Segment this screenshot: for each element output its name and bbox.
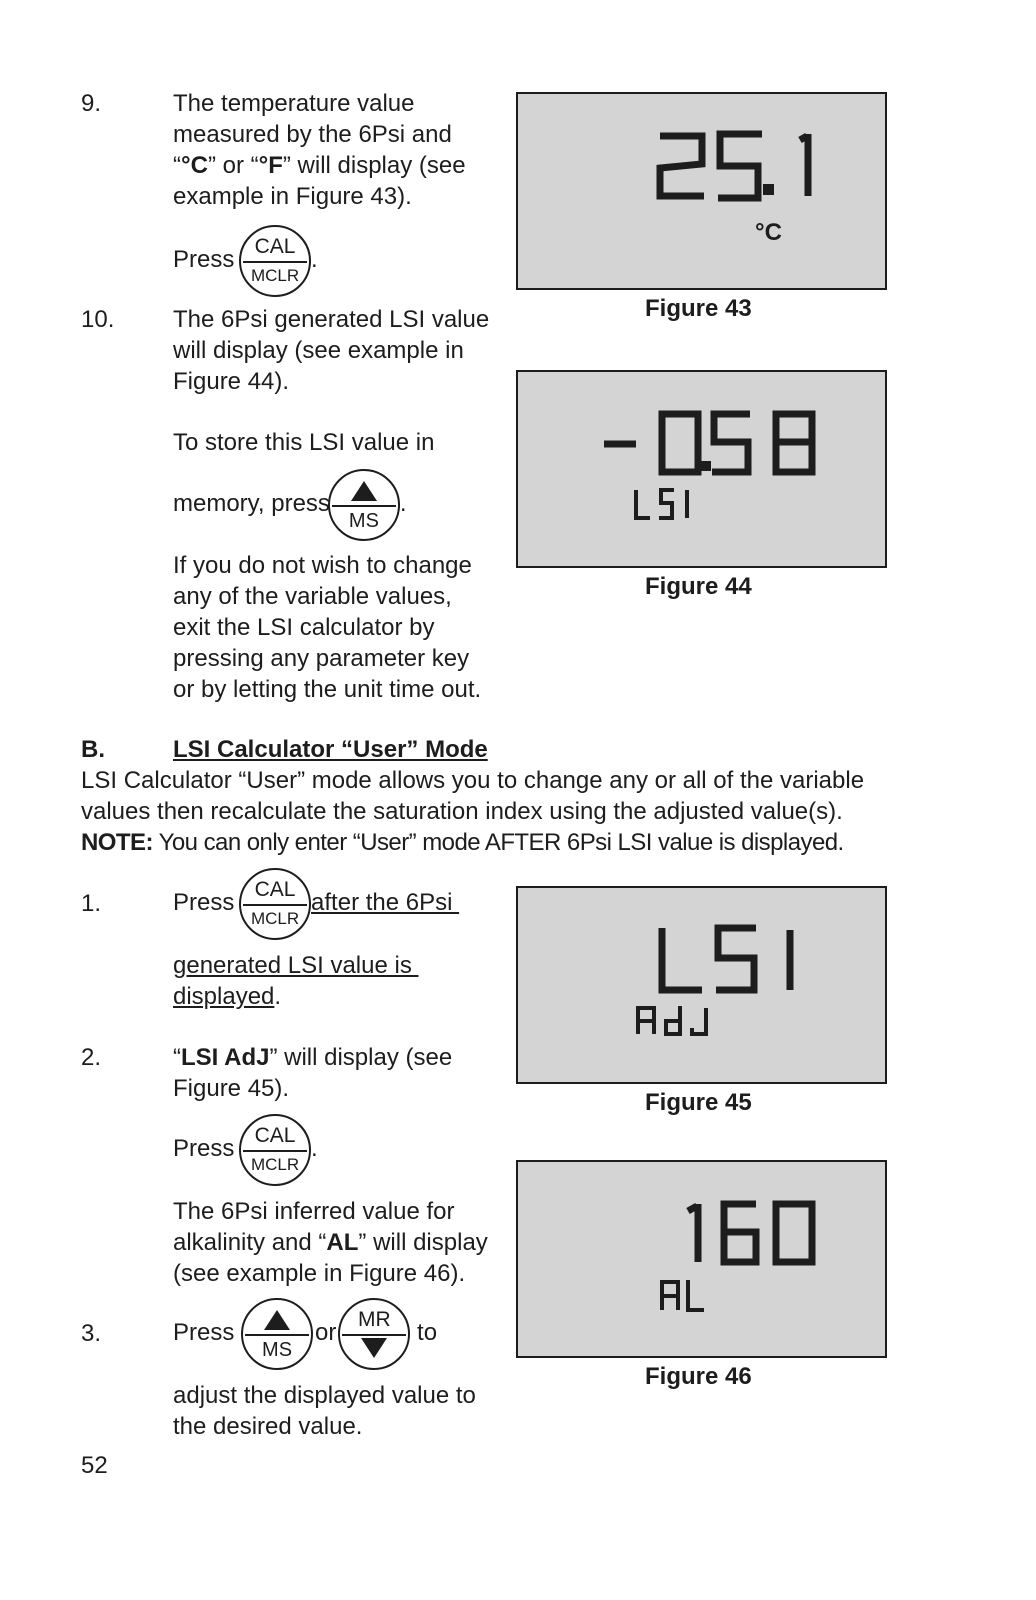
text-line <box>173 1042 452 1073</box>
lcd-letter-l <box>662 928 702 990</box>
press-label: Press <box>173 1135 235 1162</box>
press-instruction <box>173 1297 437 1370</box>
period: . <box>311 1135 318 1162</box>
fahrenheit-unit: °F <box>258 152 283 179</box>
lcd-digit-0 <box>776 1204 812 1262</box>
text-line: or by letting the unit time out. <box>173 676 482 703</box>
text-line: The 6Psi generated LSI value <box>173 306 490 333</box>
text-line <box>173 981 419 1012</box>
key-label-top: CAL <box>254 234 296 258</box>
text-line <box>173 950 419 981</box>
key-divider <box>342 1334 406 1336</box>
text-line: values then recalculate the saturation index using the adjusted value(s). <box>81 798 843 825</box>
text-line: pressing any parameter key <box>173 645 470 672</box>
lcd-sub-text-lsi <box>636 490 687 518</box>
step-number: 3. <box>81 1320 102 1347</box>
press-label: memory, press <box>173 490 330 517</box>
underlined-text: after the 6Psi <box>311 889 460 916</box>
note-line <box>81 827 864 858</box>
step-number: 1. <box>81 890 102 917</box>
key-label-bottom: MCLR <box>250 265 300 285</box>
period: . <box>399 490 407 517</box>
or-label: or <box>315 1319 337 1346</box>
key-label-top: CAL <box>254 877 296 901</box>
step-number: 9. <box>81 90 102 117</box>
celsius-unit: °C <box>181 152 208 179</box>
text-line <box>173 1227 488 1258</box>
ms-up-key-icon <box>241 1298 313 1370</box>
lcd-decimal-point <box>701 461 711 471</box>
page-number: 52 <box>81 1452 108 1479</box>
period: . <box>274 983 282 1010</box>
step-number: 2. <box>81 1044 102 1071</box>
press-instruction <box>173 224 318 297</box>
text-line: To store this LSI value in <box>173 429 435 456</box>
text-line: will display (see example in <box>173 337 464 364</box>
lcd-digit-2 <box>660 136 704 196</box>
text-line: the desired value. <box>173 1413 363 1440</box>
key-divider <box>243 1150 307 1152</box>
step-9-text <box>173 88 466 212</box>
note-label: NOTE: <box>81 829 153 856</box>
press-label: Press <box>173 1319 235 1346</box>
press-label: Press <box>173 889 235 916</box>
lcd-letter-s <box>716 928 756 990</box>
key-label-bottom: MCLR <box>250 908 300 928</box>
text-fragment: ” will display <box>358 1229 488 1256</box>
text-line: adjust the displayed value to <box>173 1382 476 1409</box>
figure-caption: Figure 45 <box>645 1089 752 1116</box>
display-code: AL <box>326 1229 359 1256</box>
cal-mclr-key-icon <box>239 225 311 297</box>
text-line: The temperature value <box>173 90 415 117</box>
key-divider <box>243 261 307 263</box>
text-line: example in Figure 43). <box>173 183 412 210</box>
mr-down-key-icon <box>338 1298 410 1370</box>
key-label-bottom: MCLR <box>250 1154 300 1174</box>
lcd-digit-1-tick <box>800 136 807 140</box>
text-line: LSI Calculator “User” mode allows you to change any or all of the variable <box>81 767 865 794</box>
note-text: You can only enter “User” mode AFTER 6Psi LSI value is displayed. <box>152 829 844 856</box>
lcd-sub-text-al <box>662 1280 704 1310</box>
text-line: Figure 45). <box>173 1075 290 1102</box>
step-10-text <box>173 304 489 397</box>
underlined-text: displayed <box>173 983 275 1010</box>
lcd-digits <box>518 94 884 287</box>
text-line <box>173 150 466 181</box>
period: . <box>311 246 318 273</box>
key-label-bottom: MS <box>262 1338 293 1361</box>
key-divider <box>332 505 396 507</box>
up-arrow-icon <box>264 1310 290 1330</box>
section-letter: B. <box>81 736 105 763</box>
text-line: (see example in Figure 46). <box>173 1260 466 1287</box>
text-line: Figure 44). <box>173 368 290 395</box>
lcd-digits <box>518 372 884 565</box>
text-fragment: alkalinity and “ <box>173 1229 327 1256</box>
text-fragment: ” or “ <box>207 152 259 179</box>
step-10-exit-text <box>173 550 481 705</box>
section-intro <box>81 765 864 858</box>
text-line: measured by the 6Psi and <box>173 121 452 148</box>
lcd-digit-6 <box>724 1204 756 1262</box>
cal-mclr-key-icon <box>239 868 311 940</box>
step-b2-text <box>173 1042 452 1104</box>
cal-mclr-key-icon <box>239 1114 311 1186</box>
section-heading <box>173 734 488 765</box>
up-arrow-icon <box>351 481 377 501</box>
lcd-display-figure-46 <box>516 1160 887 1358</box>
key-label-top: CAL <box>254 1123 296 1147</box>
lcd-digits <box>518 888 884 1081</box>
text-fragment: ” will display (see <box>282 152 466 179</box>
text-line: any of the variable values, <box>173 583 452 610</box>
store-instruction <box>173 468 407 541</box>
figure-caption: Figure 43 <box>645 295 752 322</box>
key-label-top: MR <box>358 1307 391 1331</box>
lcd-display-figure-43 <box>516 92 887 290</box>
step-number: 10. <box>81 306 115 333</box>
key-divider <box>243 904 307 906</box>
lcd-digits <box>518 1162 884 1355</box>
text-line: If you do not wish to change <box>173 552 472 579</box>
step-b3-text <box>173 1380 476 1442</box>
lcd-digit-5 <box>712 414 750 472</box>
lcd-display-figure-44 <box>516 370 887 568</box>
text-line: The 6Psi inferred value for <box>173 1198 455 1225</box>
heading-text: LSI Calculator “User” Mode <box>173 736 488 763</box>
lcd-sub-text-adj <box>638 1006 706 1034</box>
lcd-digit-1-tick <box>688 1206 697 1211</box>
to-label: to <box>417 1319 438 1346</box>
figure-caption: Figure 46 <box>645 1363 752 1390</box>
down-arrow-icon <box>361 1338 387 1358</box>
key-divider <box>245 1334 309 1336</box>
press-instruction <box>173 1113 318 1186</box>
step-b2-infer-text <box>173 1196 488 1289</box>
display-code: LSI AdJ <box>181 1044 270 1071</box>
press-label: Press <box>173 246 235 273</box>
lcd-digit-5 <box>718 134 762 198</box>
text-line: exit the LSI calculator by <box>173 614 435 641</box>
quote: “ <box>173 152 181 179</box>
figure-caption: Figure 44 <box>645 573 752 600</box>
text-fragment: ” will display (see <box>269 1044 453 1071</box>
lcd-display-figure-45 <box>516 886 887 1084</box>
lcd-unit-text: °C <box>755 219 782 246</box>
press-instruction <box>173 867 459 940</box>
quote: “ <box>173 1044 181 1071</box>
lcd-digit-0 <box>662 414 698 472</box>
ms-up-key-icon <box>328 469 400 541</box>
step-b1-text <box>173 950 419 1012</box>
lcd-decimal-point <box>763 184 774 195</box>
key-label-bottom: MS <box>348 509 379 532</box>
underlined-text: generated LSI value is <box>173 952 419 979</box>
